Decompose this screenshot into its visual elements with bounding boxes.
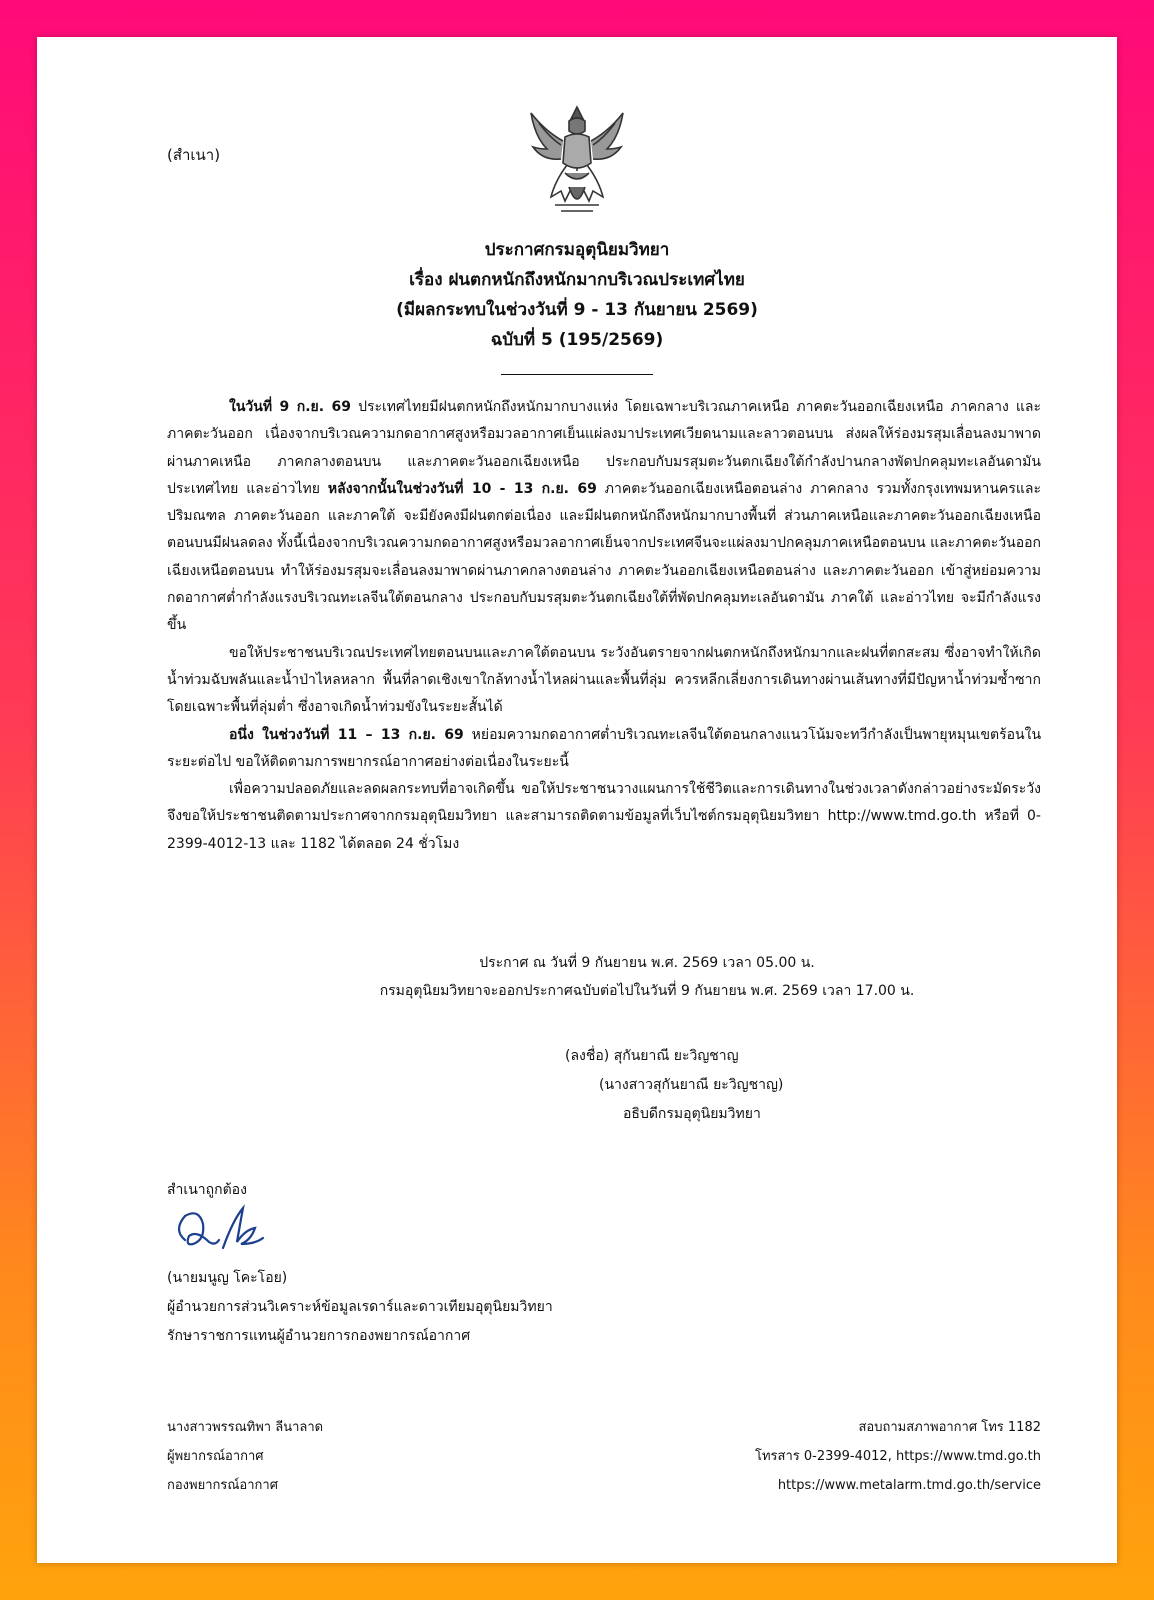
contact-info xyxy=(755,1413,1041,1500)
signatory-signed: (ลงชื่อ) สุกันยาณี ยะวิญชาญ xyxy=(565,1048,739,1064)
forecaster-division: กองพยากรณ์อากาศ xyxy=(167,1478,278,1493)
paragraph-3 xyxy=(167,722,1041,777)
garuda-emblem-icon xyxy=(525,101,629,217)
p1-lead: ในวันที่ 9 ก.ย. 69 xyxy=(229,399,352,415)
header-subject: เรื่อง ฝนตกหนักถึงหนักมากบริเวณประเทศไทย xyxy=(409,270,745,290)
forecaster-role: ผู้พยากรณ์อากาศ xyxy=(167,1449,264,1464)
signatory-position: อธิบดีกรมอุตุนิยมวิทยา xyxy=(623,1106,761,1122)
officer-name: (นายมนูญ โคะโอย) xyxy=(167,1270,288,1286)
handwritten-signature-icon xyxy=(163,1200,273,1260)
forecaster-info xyxy=(167,1413,323,1500)
announcement-header xyxy=(37,235,1117,385)
certified-copy-label: สำเนาถูกต้อง xyxy=(167,1182,247,1198)
contact-phone: สอบถามสภาพอากาศ โทร 1182 xyxy=(858,1420,1041,1435)
announce-line-1: ประกาศ ณ วันที่ 9 กันยายน พ.ศ. 2569 เวลา 05.00 น. xyxy=(479,955,815,971)
officer-position-2: รักษาราชการแทนผู้อำนวยการกองพยากรณ์อากาศ xyxy=(167,1328,471,1344)
announce-date-block xyxy=(37,949,1117,1005)
header-period: (มีผลกระทบในช่วงวันที่ 9 - 13 กันยายน 2569) xyxy=(396,300,758,320)
p1-text-c: ภาคตะวันออกเฉียงเหนือตอนล่าง ภาคกลาง รวมทั้งกรุงเทพมหานครและปริมณฑล ภาคตะวันออก และภาคใต้ จะมียังคงมีฝนตกต่อเนื่อง และมีฝนตกหนักถึงหนักมากบางพื้นที่ ส่วนภาคเหนือและภาคตะวันออกเฉียงเหนือตอนบนมีฝนลดลง ทั้งนี้เนื่องจากบริเวณความกดอากาศสูงหรือมวลอากาศเย็นจากประเทศจีนจะแผ่ลงมาปกคลุมภาคเหนือตอนบน และภาคตะวันออกเฉียงเหนือตอนบน ทำให้ร่องมรสุมจะเลื่อนลงมาพาดผ่านภาคกลางตอนล่าง ภาคตะวันออกเฉียงเหนือตอนล่าง และภาคตะวันออก เข้าสู่หย่อมความกดอากาศต่ำกำลังแรงบริเวณทะเลจีนใต้ตอนกลาง ประกอบกับมรสุมตะวันตกเฉียงใต้ที่พัดปกคลุมทะเลอันดามัน ภาคใต้ และอ่าวไทย จะมีกำลังแรงขึ้น xyxy=(167,480,1041,634)
p3-text: หย่อมความกดอากาศต่ำบริเวณทะเลจีนใต้ตอนกลางแนวโน้มจะทวีกำลังเป็นพายุหมุนเขตร้อนในระยะต่อไป ขอให้ติดตามการพยากรณ์อากาศอย่างต่อเนื่องในระยะนี้ xyxy=(167,726,1042,770)
paragraph-4: เพื่อความปลอดภัยและลดผลกระทบที่อาจเกิดขึ้น ขอให้ประชาชนวางแผนการใช้ชีวิตและการเดินทางในช่วงเวลาดังกล่าวอย่างระมัดระวัง จึงขอให้ประชาชนติดตามประกาศจากกรมอุตุนิยมวิทยา และสามารถติดตามข้อมูลที่เว็บไซต์กรมอุตุนิยมวิทยา http://www.tmd.go.th หรือที่ 0-2399-4012-13 และ 1182 ได้ตลอด 24 ชั่วโมง xyxy=(167,781,1041,852)
paragraph-1 xyxy=(167,394,1041,640)
announce-line-2: กรมอุตุนิยมวิทยาจะออกประกาศฉบับต่อไปในวันที่ 9 กันยายน พ.ศ. 2569 เวลา 17.00 น. xyxy=(379,983,915,999)
header-divider xyxy=(501,360,653,375)
signatory-name: (นางสาวสุกันยาณี ยะวิญชาญ) xyxy=(599,1077,784,1093)
p3-lead: อนึ่ง ในช่วงวันที่ 11 – 13 ก.ย. 69 xyxy=(229,726,464,743)
p1-bold-b: หลังจากนั้นในช่วงวันที่ 10 - 13 ก.ย. 69 xyxy=(327,480,597,497)
officer-position-1: ผู้อำนวยการส่วนวิเคราะห์ข้อมูลเรดาร์และดาวเทียมอุตุนิยมวิทยา xyxy=(167,1299,553,1315)
p1-text-a: ประเทศไทยมีฝนตกหนักถึงหนักมากบางแห่ง โดยเฉพาะบริเวณภาคเหนือ ภาคตะวันออกเฉียงเหนือ ภาคกลาง และภาคตะวันออก เนื่องจากบริเวณความกดอากาศสูงหรือมวลอากาศเย็นแผ่ลงมาประเทศเวียดนามและลาวตอนบน ส่งผลให้ร่องมรสุมเลื่อนลงมาพาดผ่านภาคเหนือ ภาคกลางตอนบน และภาคตะวันออกเฉียงเหนือ ประกอบกับมรสุมตะวันตกเฉียงใต้กำลังปานกลางพัดปกคลุมทะเลอันดามัน ประเทศไทย และอ่าวไทย xyxy=(167,399,1041,497)
forecaster-name: นางสาวพรรณทิพา ลีนาลาด xyxy=(167,1420,324,1435)
announcement-body xyxy=(167,394,1041,858)
certifying-officer xyxy=(167,1264,553,1351)
header-issue: ฉบับที่ 5 (195/2569) xyxy=(490,330,664,350)
paragraph-2: ขอให้ประชาชนบริเวณประเทศไทยตอนบนและภาคใต้ตอนบน ระวังอันตรายจากฝนตกหนักถึงหนักมากและฝนที่ตกสะสม ซึ่งอาจทำให้เกิดน้ำท่วมฉับพลันและน้ำป่าไหลหลาก พื้นที่ลาดเชิงเขาใกล้ทางน้ำไหลผ่านและพื้นที่ลุ่ม ควรหลีกเลี่ยงการเดินทางผ่านเส้นทางที่มีปัญหาน้ำท่วมซ้ำซาก โดยเฉพาะพื้นที่ลุ่มต่ำ ซึ่งอาจเกิดน้ำท่วมขังในระยะสั้นได้ xyxy=(167,644,1041,716)
signatory-block xyxy=(565,1042,783,1129)
copy-mark: (สำเนา) xyxy=(167,146,221,164)
header-title: ประกาศกรมอุตุนิยมวิทยา xyxy=(484,240,670,260)
document-page xyxy=(37,37,1117,1563)
contact-service-link: https://www.metalarm.tmd.go.th/service xyxy=(777,1478,1041,1493)
contact-fax-website: โทรสาร 0-2399-4012, https://www.tmd.go.th xyxy=(755,1449,1041,1464)
